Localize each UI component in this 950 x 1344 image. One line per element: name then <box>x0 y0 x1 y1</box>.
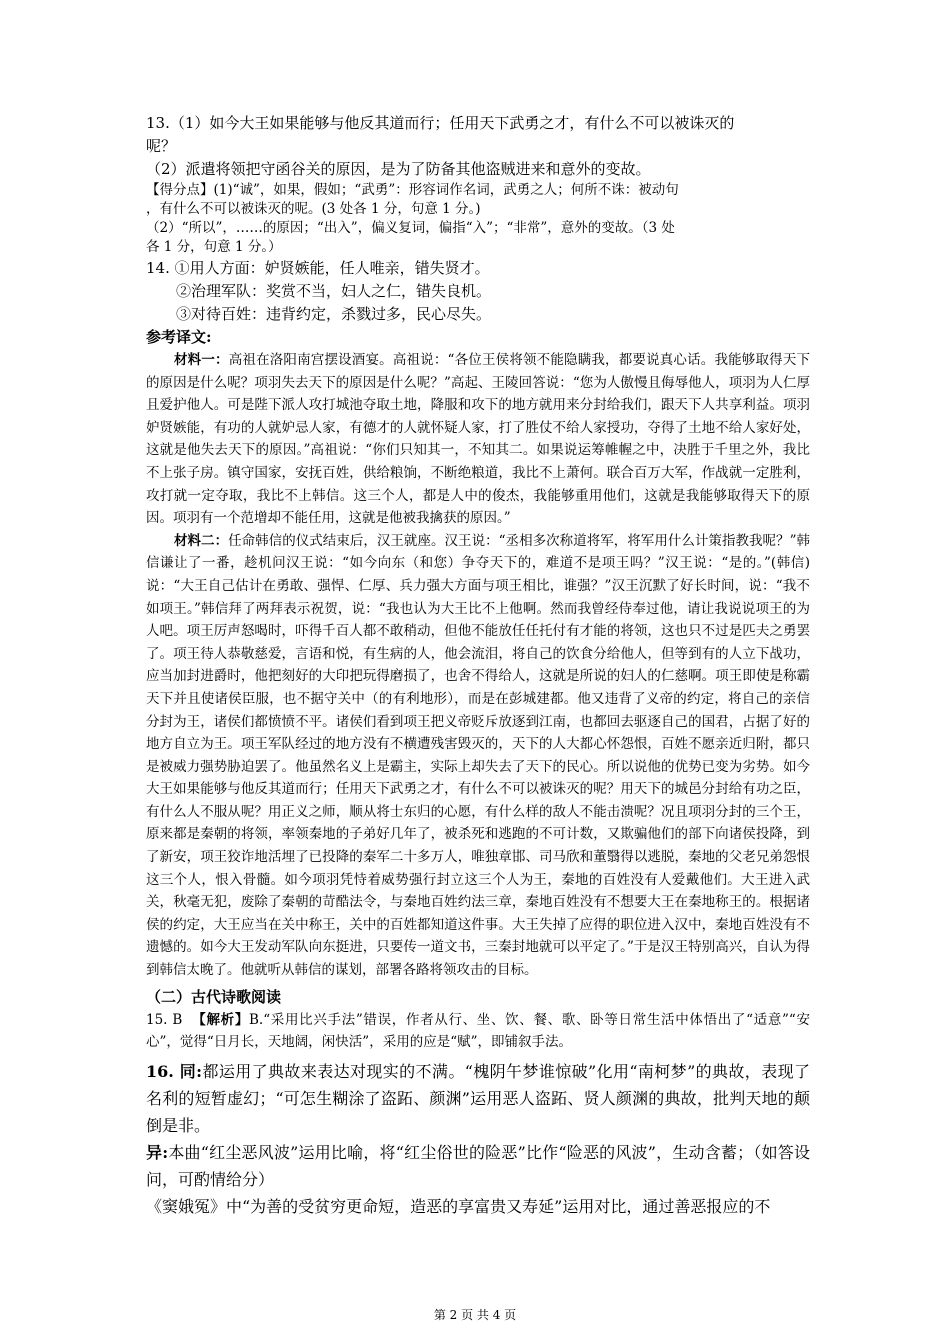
material-one-label: 材料一： <box>174 352 229 368</box>
q15-analysis-tag: 【解析】 <box>192 1011 249 1028</box>
answer-14 <box>146 257 810 326</box>
q13-line-1: 13.（1）如今大王如果能够与他反其道而行；任用天下武勇之才，有什么不可以被诛灭的 <box>146 114 735 132</box>
material-two-label: 材料二： <box>174 532 229 549</box>
q16-same-text: 都运用了典故来表达对现实的不满。“槐阴午梦谁惊破”化用“南柯梦”的典故，表现了名利的短暂虚幻；“可怎生糊涂了盗跖、颜渊”运用恶人盗跖、贤人颜渊的典故，批判天地的颠倒是非。 <box>146 1061 810 1135</box>
q13-scoring-line-1: 【得分点】(1)“诚”，如果，假如；“武勇”：形容词作名词，武勇之人；何所不诛：被动句 <box>146 182 679 198</box>
q14-line-1: 14. ①用人方面：妒贤嫉能，任人唯亲，错失贤才。 <box>146 259 490 277</box>
q14-line-3: ③对待百姓：违背约定，杀戮过多，民心尽失。 <box>176 305 492 323</box>
document-page <box>146 112 810 1220</box>
q13-line-2: 呢？ <box>146 137 177 155</box>
translation-heading: 参考译文: <box>146 328 212 346</box>
q13-scoring-line-3: （2）“所以”，……的原因；“出入”，偏义复词，偏指“入”；“非常”，意外的变故。（3 处 <box>146 220 675 236</box>
answer-16-diff <box>146 1139 810 1193</box>
q16-diff-text: 本曲“红尘恶风波”运用比喻，将“红尘俗世的险恶”比作“险恶的风波”，生动含蓄；（如答设问，可酌情给分） <box>146 1142 810 1189</box>
q13-scoring-line-2: ，有什么不可以被诛灭的呢。(3 处各 1 分，句意 1 分。) <box>146 201 481 217</box>
material-one-paragraph <box>146 349 810 530</box>
section-title-poetry: （二）古代诗歌阅读 <box>146 987 282 1006</box>
q13-line-3: （2）派遣将领把守函谷关的原因，是为了防备其他盗贼进来和意外的变故。 <box>146 160 651 178</box>
material-one-text: 高祖在洛阳南宫摆设酒宴。高祖说：“各位王侯将领不能隐瞒我，都要说真心话。我能够取得天下的原因是什么呢？项羽失去天下的原因是什么呢？”高起、王陵回答说：“您为人傲慢且侮辱他人，项羽为人仁厚且爱护他人。可是陛下派人攻打城池夺取土地，降服和攻下的地方就用来分封给我们，跟天下人共享利益。项羽妒贤嫉能，有功的人就妒忌人家，有德才的人就怀疑人家，打了胜仗不给人家授功，夺得了土地不给人家好处，这就是他失去天下的原因。”高祖说：“你们只知其一，不知其二。如果说运筹帷幄之中，决胜于千里之外，我比不上张子房。镇守国家，安抚百姓，供给粮饷，不断绝粮道，我比不上萧何。联合百万大军，作战就一定胜利，攻打就一定夺取，我比不上韩信。这三个人，都是人中的俊杰，我能够重用他们，这就是我能够取得天下的原因。项羽有一个范增却不能任用，这就是他被我擒获的原因。” <box>146 352 811 527</box>
answer-16-contrast: 《窦娥冤》中“为善的受贫穷更命短，造恶的享富贵又寿延”运用对比，通过善恶报应的不 <box>146 1196 771 1216</box>
q15-analysis-text: B.“采用比兴手法”错误，作者从行、坐、饮、餐、歌、卧等日常生活中体悟出了“适意”“安心”，觉得“日月长，天地阔，闲快活”，采用的应是“赋”，即铺叙手法。 <box>146 1011 810 1051</box>
q14-line-2: ②治理军队：奖赏不当，妇人之仁，错失良机。 <box>176 282 492 300</box>
q16-diff-label: 异: <box>146 1142 169 1162</box>
answer-15 <box>146 1009 810 1054</box>
q15-answer: 15. B <box>146 1011 183 1028</box>
page-footer: 第 2 页 共 4 页 <box>433 1308 517 1322</box>
q16-same-label: 同: <box>179 1061 203 1081</box>
q16-number: 16. <box>146 1061 180 1081</box>
answer-13 <box>146 112 810 257</box>
material-two-text: 任命韩信的仪式结束后，汉王就座。汉王说：“丞相多次称道将军，将军用什么计策指教我呢？”韩信谦让了一番，趁机问汉王说：“如今向东（和您）争夺天下的，难道不是项王吗？”汉王说：“是的。”(韩信)说：“大王自己估计在勇敢、强悍、仁厚、兵力强大方面与项王相比，谁强？”汉王沉默了好长时间，说：“我不如项王。”韩信拜了两拜表示祝贺，说：“我也认为大王比不上他啊。然而我曾经侍奉过他，请让我说说项王的为人吧。项王厉声怒喝时，吓得千百人都不敢稍动，但他不能放任任托付有才能的将领，这也只不过是匹夫之勇罢了。项王待人恭敬慈爱，言语和悦，有生病的人，他会流泪，将自己的饮食分给他人，但等到有的人立下战功，应当加封进爵时，他把刻好的大印把玩得磨损了，也舍不得给人，这就是所说的妇人的仁慈啊。项王即使是称霸天下并且使诸侯臣服，也不据守关中（的有利地形），而是在彭城建都。他又违背了义帝的约定，将自己的亲信分封为王，诸侯们都愤愤不平。诸侯们看到项王把义帝贬斥放逐到江南，也都回去驱逐自己的国君，占据了好的地方自立为王。项王军队经过的地方没有不横遭残害毁灭的，天下的人大都心怀怨恨，百姓不愿亲近归附，都只是被威力强势胁迫罢了。他虽然名义上是霸主，实际上却失去了天下的民心。所以说他的优势已变为劣势。如今大王如果能够与他反其道而行；任用天下武勇之才，有什么不可以被诛灭的呢？用天下的城邑分封给有功之臣，有什么人不服从呢？用正义之师，顺从将士东归的心愿，有什么样的敌人不能击溃呢？况且项羽分封的三个王，原来都是秦朝的将领，率领秦地的子弟好几年了，被杀死和逃跑的不可计数，又欺骗他们的部下向诸侯投降，到了新安，项王狡诈地活埋了已投降的秦军二十多万人，唯独章邯、司马欣和董翳得以逃脱，秦地的父老兄弟怨恨这三个人，恨入骨髓。如今项羽凭恃着威势强行封立这三个人为王，秦地的百姓没有人爱戴他们。大王进入武关，秋毫无犯，废除了秦朝的苛酷法令，与秦地百姓约法三章，秦地百姓没有不想要大王在秦地称王的。根据诸侯的约定，大王应当在关中称王，关中的百姓都知道这件事。大王失掉了应得的职位进入汉中，秦地百姓没有不遗憾的。如今大王发动军队向东挺进，只要传一道文书，三秦封地就可以平定了。”于是汉王特别高兴，自认为得到韩信太晚了。他就听从韩信的谋划，部署各路将领攻击的目标。 <box>146 532 810 979</box>
answer-16-same <box>146 1058 810 1139</box>
q13-scoring-line-4: 各 1 分，句意 1 分。） <box>146 239 282 255</box>
material-two-paragraph <box>146 530 810 982</box>
